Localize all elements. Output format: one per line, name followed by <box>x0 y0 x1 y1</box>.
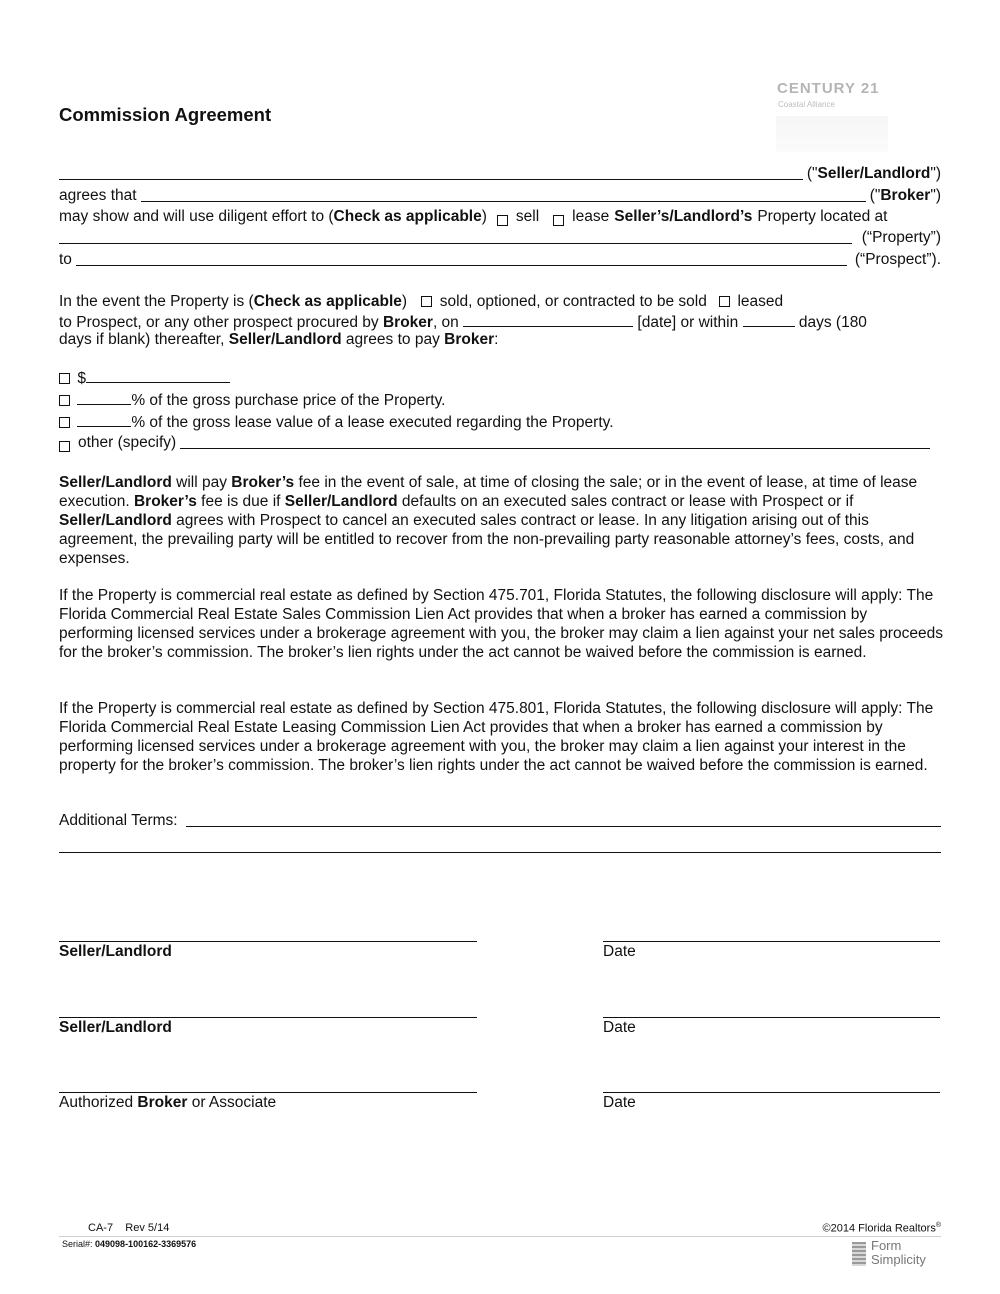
broker-signature-line[interactable] <box>59 1092 477 1093</box>
event-l2-date-text: [date] or within <box>637 314 739 331</box>
sell-checkbox[interactable] <box>497 215 508 226</box>
event-text-a: In the event the Property is ( <box>59 293 254 310</box>
broker-label-a: Authorized <box>59 1094 138 1111</box>
seller1-date-label: Date <box>603 943 636 960</box>
fs-line1: Form <box>871 1238 902 1253</box>
pct-sale-checkbox[interactable] <box>59 395 70 406</box>
event-line-1 <box>59 293 783 311</box>
event-line-2 <box>59 312 867 332</box>
agrees-that-text: agrees that <box>59 187 137 204</box>
may-show-text: may show and will use diligent effort to ( <box>59 208 334 225</box>
fee-text-3: fee is due if <box>196 493 285 510</box>
other-checkbox[interactable] <box>59 441 70 452</box>
days-field[interactable] <box>743 312 795 327</box>
seller-label: Seller/Landlord <box>817 165 931 182</box>
event-l2-on: , on <box>432 314 459 331</box>
form-id: CA-7 Rev 5/14 <box>88 1222 170 1234</box>
serial <box>62 1239 196 1249</box>
other-specify-field[interactable] <box>180 447 930 449</box>
sold-checkbox[interactable] <box>421 296 432 307</box>
page-title: Commission Agreement <box>59 104 272 125</box>
lease-label: lease <box>572 208 610 225</box>
sellers-property-label: Seller’s/Landlord’s <box>614 208 753 225</box>
event-l3-colon: : <box>494 331 499 348</box>
option-pct-sale <box>59 390 446 410</box>
broker-label-b: Broker <box>137 1094 188 1111</box>
dollar-checkbox[interactable] <box>59 373 70 384</box>
option-pct-lease <box>59 412 614 432</box>
prospect-line <box>59 251 941 269</box>
sold-label: sold, optioned, or contracted to be sold <box>439 293 707 310</box>
seller2-date-line[interactable] <box>603 1017 940 1018</box>
seller2-label <box>59 1019 172 1037</box>
fee-text-4: defaults on an executed sales contract or lease with Prospect or if <box>397 493 854 510</box>
century21-logo <box>772 66 892 154</box>
seller-suffix-open: (" <box>806 165 818 182</box>
fee-seller-1: Seller/Landlord <box>59 474 172 491</box>
leased-checkbox[interactable] <box>719 296 730 307</box>
property-address-field[interactable] <box>59 242 852 244</box>
broker-label <box>59 1094 276 1112</box>
prospect-name-field[interactable] <box>76 264 847 266</box>
seller-name-line <box>59 165 941 183</box>
leased-label: leased <box>737 293 784 310</box>
may-show-line <box>59 208 941 226</box>
date-field[interactable] <box>463 312 633 327</box>
pct-lease-field[interactable] <box>77 412 131 427</box>
prospect-suffix: (“Prospect”). <box>854 251 941 268</box>
logo-brand: CENTURY 21 <box>777 80 880 97</box>
event-l2-days-text: days (180 <box>798 314 867 331</box>
seller-suffix-close: ") <box>930 165 941 182</box>
option-dollar <box>59 368 230 388</box>
property-line <box>59 229 941 247</box>
sales-lien-paragraph: If the Property is commercial real estate as defined by Section 475.701, Florida Statutes, the following disclosure will apply: The Florida Commercial Real Estate Sales Commission Lien Act provides that when a broker has earned a commission by performing licensed services under a brokerage agreement with you, the broker may claim a lien against your net sales proceeds for the broker’s commission. The broker’s lien rights under the act cannot be waived before the commission is earned. <box>59 587 943 661</box>
pct-sale-field[interactable] <box>77 390 131 405</box>
event-l2-text: to Prospect, or any other prospect procured by <box>59 314 379 331</box>
event-l3-text: days if blank) thereafter, <box>59 331 225 348</box>
property-suffix: (“Property”) <box>861 229 941 246</box>
lease-checkbox[interactable] <box>553 215 564 226</box>
pct-sale-label: % of the gross purchase price of the Property. <box>131 392 446 409</box>
form-simplicity-logo <box>852 1240 942 1272</box>
copyright-reg: ® <box>935 1222 941 1229</box>
event-l3-broker-label: Broker <box>444 331 495 348</box>
broker-suffix-close: ") <box>930 187 941 204</box>
copyright <box>823 1222 941 1235</box>
fee-text-2: fee in the event of sale, at time of closing the sale; or in the event of lease, at time of lease execution. <box>59 474 918 510</box>
event-broker-label: Broker <box>382 314 433 331</box>
to-text: to <box>59 251 72 268</box>
seller1-date-line[interactable] <box>603 941 940 942</box>
seller2-signature-line[interactable] <box>59 1017 477 1018</box>
event-line-3 <box>59 331 498 349</box>
broker-name-line <box>59 187 941 205</box>
broker-date-line[interactable] <box>603 1092 940 1093</box>
broker-label-c: or Associate <box>187 1094 277 1111</box>
fee-paragraph <box>59 473 943 568</box>
option-other <box>59 434 934 452</box>
property-located-text: Property located at <box>757 208 888 225</box>
event-l3-agrees: agrees to pay <box>345 331 440 348</box>
fee-broker-1: Broker’s <box>231 474 295 491</box>
seller1-signature-line[interactable] <box>59 941 477 942</box>
broker-suffix-open: (" <box>869 187 881 204</box>
broker-label: Broker <box>880 187 931 204</box>
additional-terms-field-2[interactable] <box>59 852 941 853</box>
fee-broker-2: Broker’s <box>133 493 197 510</box>
additional-terms-line <box>59 812 941 830</box>
additional-terms-field[interactable] <box>186 825 941 827</box>
logo-sub: Coastal Alliance <box>778 100 835 109</box>
close-paren: ) <box>481 208 487 225</box>
seller1-label <box>59 943 172 961</box>
document-icon <box>852 1242 866 1266</box>
fee-seller-2: Seller/Landlord <box>284 493 398 510</box>
lease-lien-paragraph: If the Property is commercial real estate as defined by Section 475.801, Florida Statutes, the following disclosure will apply: The Florida Commercial Real Estate Leasing Commission Lien Act provides that when a broker has earned a commission by performing licensed services under a brokerage agreement with you, the broker may claim a lien against your interest in the property for the broker’s commission. The broker’s lien rights under the act cannot be waived before the commission is earned. <box>59 700 934 774</box>
seller-name-field[interactable] <box>59 178 803 180</box>
seller2-date-label: Date <box>603 1019 636 1036</box>
pct-lease-label: % of the gross lease value of a lease executed regarding the Property. <box>131 414 614 431</box>
event-check-label: Check as applicable <box>253 293 402 310</box>
dollar-label: $ <box>77 370 86 387</box>
check-applicable-label: Check as applicable <box>333 208 482 225</box>
dollar-amount-field[interactable] <box>86 368 230 383</box>
additional-terms-label: Additional Terms: <box>59 812 178 829</box>
footer-divider <box>59 1236 941 1237</box>
other-label: other (specify) <box>78 434 177 451</box>
broker-date-label: Date <box>603 1094 636 1111</box>
fee-text-1: will pay <box>171 474 232 491</box>
fee-seller-3: Seller/Landlord <box>59 512 172 529</box>
broker-name-field[interactable] <box>141 200 866 202</box>
seller2-text: Seller/Landlord <box>59 1019 172 1036</box>
event-text-b: ) <box>401 293 408 310</box>
fs-line2: Simplicity <box>871 1252 926 1267</box>
event-seller-label: Seller/Landlord <box>228 331 342 348</box>
pct-lease-checkbox[interactable] <box>59 417 70 428</box>
fee-text-5: agrees with Prospect to cancel an executed sales contract or lease. In any litigation arising out of this agreement, the prevailing party will be entitled to recover from the non-prevailing party reasonable attorney’s fees, costs, and expenses. <box>59 512 915 567</box>
serial-number: 049098-100162-3369576 <box>95 1239 197 1249</box>
seller1-text: Seller/Landlord <box>59 943 172 960</box>
sell-label: sell <box>515 208 540 225</box>
serial-label: Serial#: <box>62 1239 96 1249</box>
copyright-text: ©2014 Florida Realtors <box>822 1222 936 1235</box>
